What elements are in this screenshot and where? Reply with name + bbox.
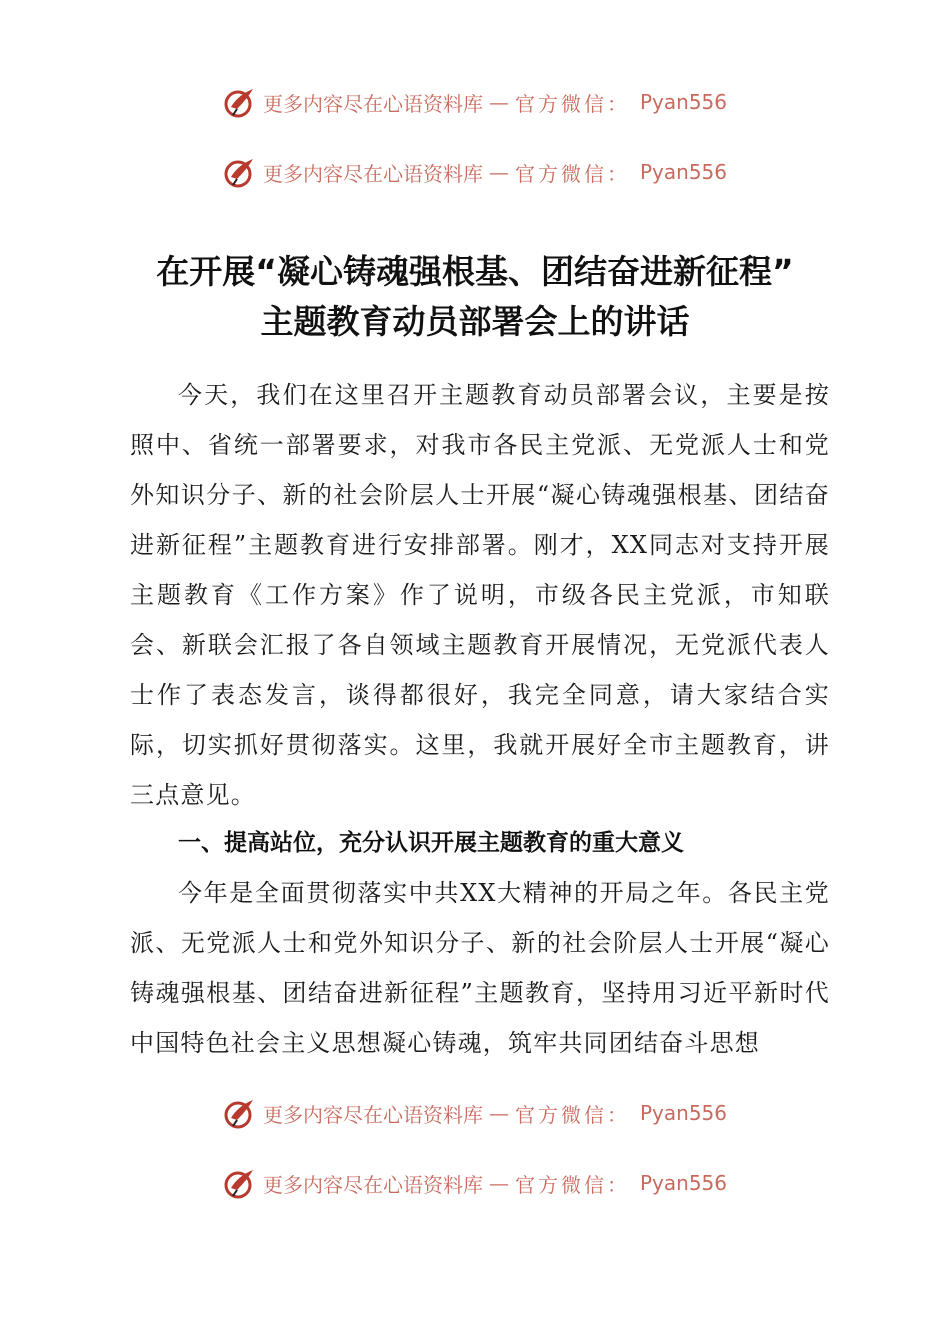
document-title-line-2: 主题教育动员部署会上的讲话 (260, 302, 690, 341)
watermark-text: 更多内容尽在心语资料库 (262, 1102, 483, 1127)
watermark-label: 官方微信： (514, 1102, 630, 1127)
watermark-wechat-id: Pyan556 (639, 1171, 727, 1195)
paragraph: 今年是全面贯彻落实中共XX大精神的开局之年。各民主党派、无党派人士和党外知识分子、新的社会阶层人士开展“凝心铸魂强根基、团结奋进新征程”主题教育，坚持用习近平新时代中国特色社会主义思想凝心铸魂，筑牢共同团结奋斗思想 (130, 879, 830, 1057)
watermark-separator: — (488, 160, 509, 184)
watermark-label: 官方微信： (514, 91, 630, 116)
pen-logo-icon (223, 85, 257, 119)
watermark-banner (0, 152, 950, 192)
watermark-banner (0, 82, 950, 122)
paragraph: 今天，我们在这里召开主题教育动员部署会议，主要是按照中、省统一部署要求，对我市各民主党派、无党派人士和党外知识分子、新的社会阶层人士开展“凝心铸魂强根基、团结奋进新征程”主题教育进行安排部署。刚才，XX同志对支持开展主题教育《工作方案》作了说明，市级各民主党派，市知联会、新联会汇报了各自领域主题教育开展情况，无党派代表人士作了表态发言，谈得都很好，我完全同意，请大家结合实际，切实抓好贯彻落实。这里，我就开展好全市主题教育，讲三点意见。 (130, 381, 830, 809)
watermark-separator: — (488, 1101, 509, 1125)
watermark-wechat-id: Pyan556 (639, 90, 727, 114)
pen-logo-icon (223, 1166, 257, 1200)
watermark-text: 更多内容尽在心语资料库 (262, 1172, 483, 1197)
watermark-text: 更多内容尽在心语资料库 (262, 91, 483, 116)
document-title-line-1: 在开展“凝心铸魂强根基、团结奋进新征程” (156, 252, 794, 291)
watermark-separator: — (488, 1171, 509, 1195)
body-section-one (130, 868, 830, 1068)
watermark-label: 官方微信： (514, 161, 630, 186)
watermark-separator: — (488, 90, 509, 114)
watermark-label: 官方微信： (514, 1172, 630, 1197)
watermark-banner (0, 1093, 950, 1133)
watermark-wechat-id: Pyan556 (639, 160, 727, 184)
body-section-intro (130, 370, 830, 820)
watermark-text: 更多内容尽在心语资料库 (262, 161, 483, 186)
pen-logo-icon (223, 155, 257, 189)
pen-logo-icon (223, 1096, 257, 1130)
watermark-wechat-id: Pyan556 (639, 1101, 727, 1125)
watermark-banner (0, 1163, 950, 1203)
section-heading: 一、提高站位，充分认识开展主题教育的重大意义 (178, 830, 684, 856)
